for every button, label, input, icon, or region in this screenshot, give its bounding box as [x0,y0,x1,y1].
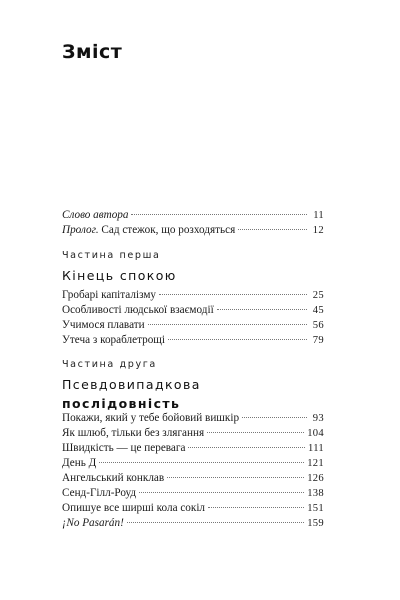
toc-entry-title: День Д [62,457,97,469]
toc-entry-page: 121 [307,458,324,469]
toc-entry[interactable] [62,317,324,333]
leader-dots [188,447,305,448]
page-title: Зміст [62,41,123,63]
leader-dots [168,339,307,340]
toc-entry-title: Ангельський конклав [62,472,165,484]
leader-dots [242,417,307,418]
leader-dots [148,324,307,325]
toc-entry[interactable] [62,287,324,303]
toc-entry-title: Утеча з кораблетрощі [62,334,166,346]
toc-entry-title: Швидкість — це перевага [62,442,186,454]
toc-entry-page: 126 [307,473,324,484]
leader-dots [131,214,307,215]
toc-entry[interactable] [62,500,324,516]
toc-entry[interactable] [62,440,324,456]
toc-entry[interactable] [62,515,324,531]
leader-dots [159,294,307,295]
toc-entry-page: 56 [312,320,324,331]
toc-entry-title: ¡No Pasarán! [62,517,124,529]
leader-dots [207,432,304,433]
toc-entry[interactable] [62,332,324,348]
leader-dots [167,477,304,478]
toc-entry-page: 45 [312,305,324,316]
toc-entry-page: 25 [312,290,324,301]
toc-entry-page: 93 [312,413,324,424]
toc-entry-title: Опишуе все ширші кола сокіл [62,502,206,514]
toc-entry-page: 104 [307,428,324,439]
toc-entry-title: Учимося плавати [62,319,145,331]
toc-entry[interactable] [62,410,324,426]
part-two-title: Псевдовипадкова послідовність [62,377,201,411]
toc-entry[interactable] [62,470,324,486]
leader-dots [208,507,304,508]
toc-entry[interactable] [62,455,324,471]
toc-entry-page: 12 [312,225,324,236]
leader-dots [99,462,304,463]
toc-entry[interactable] [62,425,324,441]
toc-entry-page: 11 [313,210,324,221]
toc-entry-title: Пролог. Сад стежок, що розходяться [62,224,236,236]
part-one-title: Кінець спокою [62,268,177,283]
toc-entry[interactable] [62,485,324,501]
leader-dots [238,229,307,230]
toc-entry-title: Гробарі капіталізму [62,289,157,301]
toc-entry-title: Особливості людської взаємодії [62,304,214,316]
toc-entry-page: 151 [307,503,324,514]
toc-entry-title: Покажи, який у тебе бойовий вишкір [62,412,240,424]
toc-entry-prologue[interactable] [62,222,324,238]
toc-entry-title: Сенд-Гілл-Роуд [62,487,137,499]
part-one-label: Частина перша [62,250,161,261]
part-two-label: Частина друга [62,359,157,370]
toc-entry-page: 111 [307,443,324,454]
leader-dots [217,309,307,310]
toc-entry-title: Слово автора [62,209,129,221]
leader-dots [139,492,304,493]
toc-entry-title: Як шлюб, тільки без злягання [62,427,205,439]
toc-entry-page: 159 [307,518,324,529]
toc-entry-author-word[interactable] [62,207,324,223]
toc-entry-page: 138 [307,488,324,499]
toc-entry[interactable] [62,302,324,318]
leader-dots [127,522,304,523]
toc-entry-page: 79 [312,335,324,346]
